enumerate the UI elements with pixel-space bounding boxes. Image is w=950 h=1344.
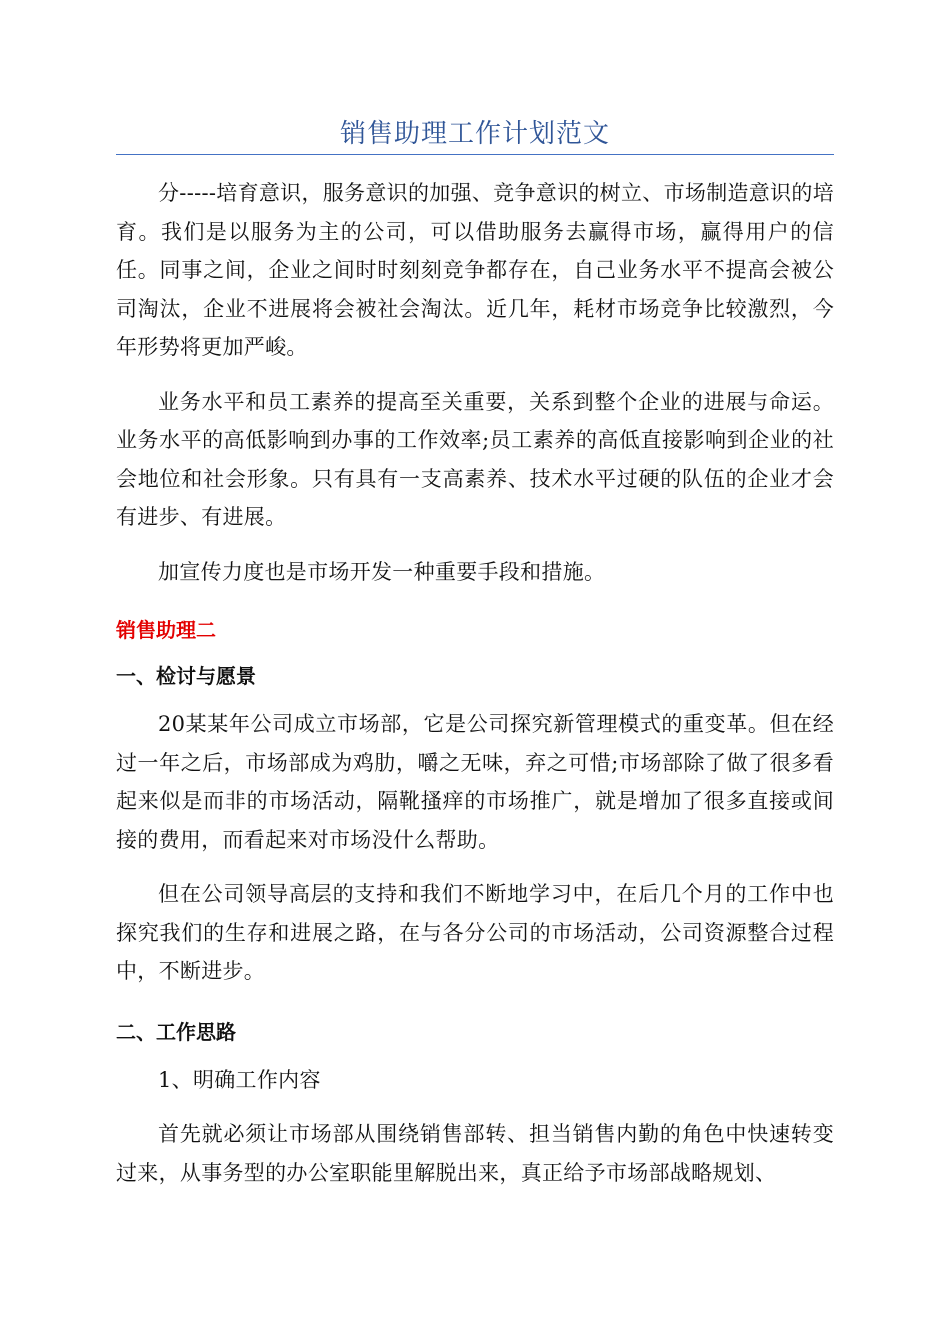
- paragraph: 业务水平和员工素养的提高至关重要，关系到整个企业的进展与命运。业务水平的高低影响到办事的工作效率;员工素养的高低直接影响到企业的社会地位和社会形象。只有具有一支高素养、技术水平过硬的队伍的企业才会有进步、有进展。: [116, 389, 834, 529]
- paragraph: 但在公司领导高层的支持和我们不断地学习中，在后几个月的工作中也探究我们的生存和进展之路，在与各分公司的市场活动，公司资源整合过程中，不断进步。: [116, 882, 834, 983]
- sub-item-heading: 1、明确工作内容: [158, 1067, 321, 1092]
- paragraph: 首先就必须让市场部从围绕销售部转、担当销售内勤的角色中快速转变过来，从事务型的办公室职能里解脱出来，真正给予市场部战略规划、: [116, 1122, 834, 1185]
- document-title: 销售助理工作计划范文: [339, 119, 610, 149]
- heading-work-approach: 二、工作思路: [116, 1019, 236, 1044]
- document-body: [116, 174, 834, 1192]
- heading-review-vision: 一、检讨与愿景: [116, 664, 256, 688]
- section-heading: 销售助理二: [116, 618, 216, 642]
- paragraph: 分-----培育意识，服务意识的加强、竞争意识的树立、市场制造意识的培育。我们是以服务为主的公司，可以借助服务去赢得市场，赢得用户的信任。同事之间，企业之间时时刻刻竞争都存在，自己业务水平不提高会被公司淘汰，企业不进展将会被社会淘汰。近几年，耗材市场竞争比较激烈，今年形势将更加严峻。: [116, 181, 834, 359]
- paragraph: 20某某年公司成立市场部，它是公司探究新管理模式的重变革。但在经过一年之后，市场部成为鸡肋，嚼之无味，弃之可惜;市场部除了做了很多看起来似是而非的市场活动，隔靴搔痒的市场推广，就是增加了很多直接或间接的费用，而看起来对市场没什么帮助。: [116, 712, 834, 852]
- title-underline: [116, 154, 834, 155]
- paragraph: 加宣传力度也是市场开发一种重要手段和措施。: [158, 559, 606, 584]
